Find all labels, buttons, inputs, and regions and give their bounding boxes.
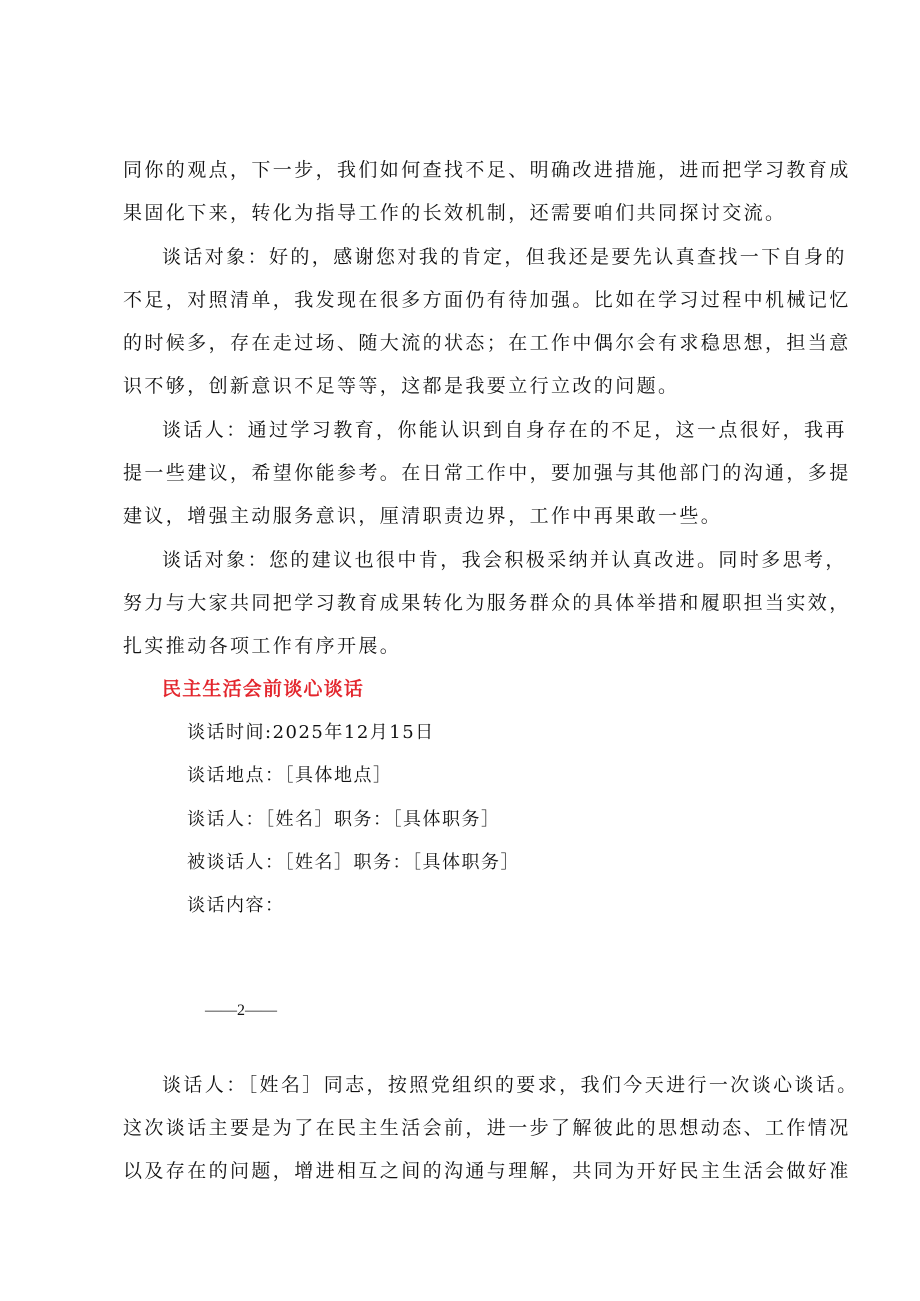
page-number: ——2——: [205, 1002, 277, 1019]
text-line: 果固化下来，转化为指导工作的长效机制，还需要咱们共同探讨交流。: [123, 202, 787, 224]
text-line: 这次谈话主要是为了在民主生活会前，进一步了解彼此的思想动态、工作情况: [123, 1117, 851, 1139]
section-heading: 民主生活会前谈心谈话: [162, 678, 365, 700]
meeting-place: 谈话地点：［具体地点］: [187, 765, 393, 786]
text-line: 建议，增强主动服务意识，厘清职责边界，工作中再果敢一些。: [123, 505, 723, 527]
text-line: 提一些建议，希望你能参考。在日常工作中，要加强与其他部门的沟通，多提: [123, 462, 851, 484]
meeting-time: 谈话时间:2025年12月15日: [187, 722, 435, 743]
text-line: 识不够，创新意识不足等等，这都是我要立行立改的问题。: [123, 375, 680, 397]
text-line: 不足，对照清单，我发现在很多方面仍有待加强。比如在学习过程中机械记忆: [123, 289, 851, 311]
text-line: 谈话对象：您的建议也很中肯，我会积极采纳并认真改进。同时多思考，: [162, 549, 847, 571]
meeting-content-label: 谈话内容：: [187, 895, 285, 916]
text-line: 谈话人：［姓名］同志，按照党组织的要求，我们今天进行一次谈心谈话。: [162, 1074, 859, 1096]
text-line: 同你的观点，下一步，我们如何查找不足、明确改进措施，进而把学习教育成: [123, 159, 851, 181]
text-line: 以及存在的问题，增进相互之间的沟通与理解，共同为开好民主生活会做好准: [123, 1160, 851, 1182]
meeting-interviewee: 被谈话人：［姓名］职务：［具体职务］: [187, 852, 520, 873]
text-line: 的时候多，存在走过场、随大流的状态；在工作中偶尔会有求稳思想，担当意: [123, 332, 851, 354]
text-line: 扎实推动各项工作有序开展。: [123, 635, 402, 657]
text-line: 谈话人：通过学习教育，你能认识到自身存在的不足，这一点很好，我再: [162, 419, 847, 441]
text-line: 谈话对象：好的，感谢您对我的肯定，但我还是要先认真查找一下自身的: [162, 246, 847, 268]
text-line: 努力与大家共同把学习教育成果转化为服务群众的具体举措和履职担当实效，: [123, 592, 851, 614]
meeting-speaker: 谈话人：［姓名］职务：［具体职务］: [187, 809, 501, 830]
